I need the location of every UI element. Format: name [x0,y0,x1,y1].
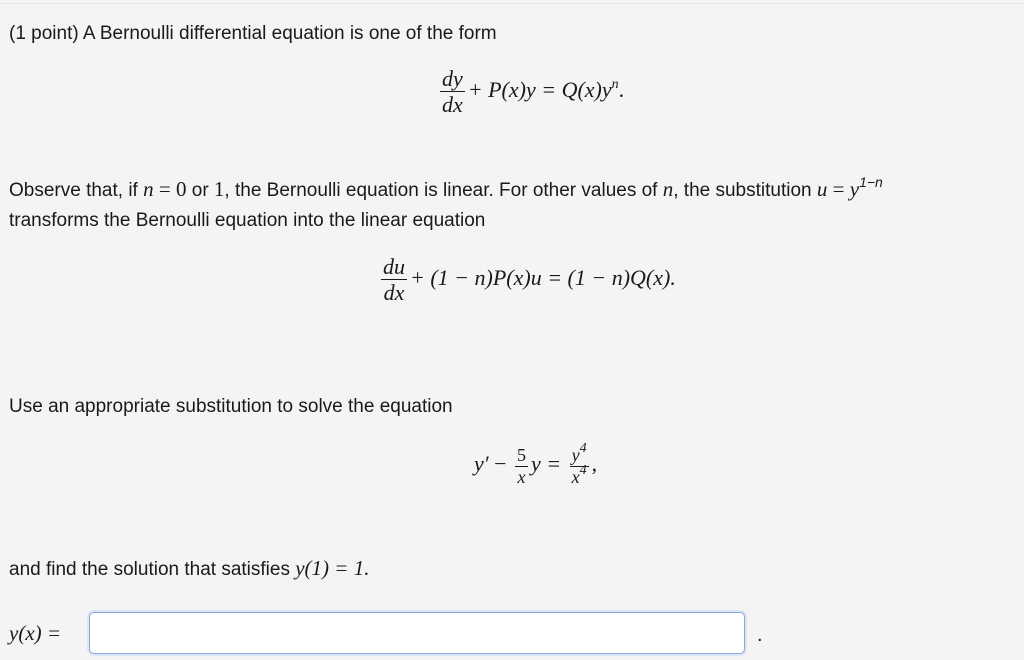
exponent-n: n [611,76,619,92]
fraction-numerator: dy [442,66,463,91]
fraction-denominator [570,462,589,488]
answer-input[interactable] [89,612,745,654]
observe-text-or: or [186,180,214,201]
top-divider [0,3,1024,4]
y4-over-x4-fraction [570,441,589,487]
fraction-numerator: du [383,254,405,279]
fraction-denominator: dx [383,280,405,306]
linear-equation-rhs: + (1 − n)P(x)u = (1 − n)Q(x). [410,264,676,290]
initial-condition-math: y(1) = 1. [295,556,370,580]
observe-text-3: , the substitution [673,180,817,201]
bernoulli-general-equation [437,66,624,118]
target-equation [474,441,598,487]
math-n: n [143,177,154,201]
y-exponent: 4 [579,441,587,456]
math-u: u [816,177,828,201]
math-one: 1 [213,177,225,201]
y-equals: y = [531,451,562,477]
y-base: y [571,445,580,465]
equation-comma: , [591,451,598,477]
linear-equation [378,254,676,306]
x-base: x [571,466,580,487]
find-text: and find the solution that satisfies [9,559,296,580]
use-substitution-text: Use an appropriate substitution to solve the equation [9,396,453,417]
initial-condition-text [9,553,369,585]
answer-label: y(x) = [9,621,62,645]
math-equals: = [153,177,176,201]
math-equals-2: = [827,177,850,201]
math-n-2: n [662,177,674,201]
exponent-1-minus-n: 1−n [859,174,883,190]
du-dx-fraction [381,254,407,306]
minus-sign: − [494,451,507,477]
observe-paragraph [9,174,883,206]
x-exponent: 4 [579,462,587,478]
observe-text-2: , the Bernoulli equation is linear. For other values of [224,180,663,201]
fraction-denominator: x [517,466,526,487]
fraction-numerator: 5 [517,445,526,465]
equation-rhs: + P(x)y = Q(x)y [467,76,612,102]
fraction-denominator: dx [442,92,463,118]
math-y: y [849,177,860,201]
math-zero: 0 [175,177,187,201]
observe-text-1: Observe that, if [9,180,144,201]
y-prime: y′ [474,451,489,477]
problem-intro: (1 point) A Bernoulli differential equation is one of the form [9,23,497,44]
five-over-x-fraction [515,445,528,487]
answer-trailing-period: . [757,624,763,646]
equation-period: . [618,76,625,102]
observe-paragraph-line2: transforms the Bernoulli equation into the linear equation [9,210,486,231]
dy-dx-fraction [440,66,465,118]
